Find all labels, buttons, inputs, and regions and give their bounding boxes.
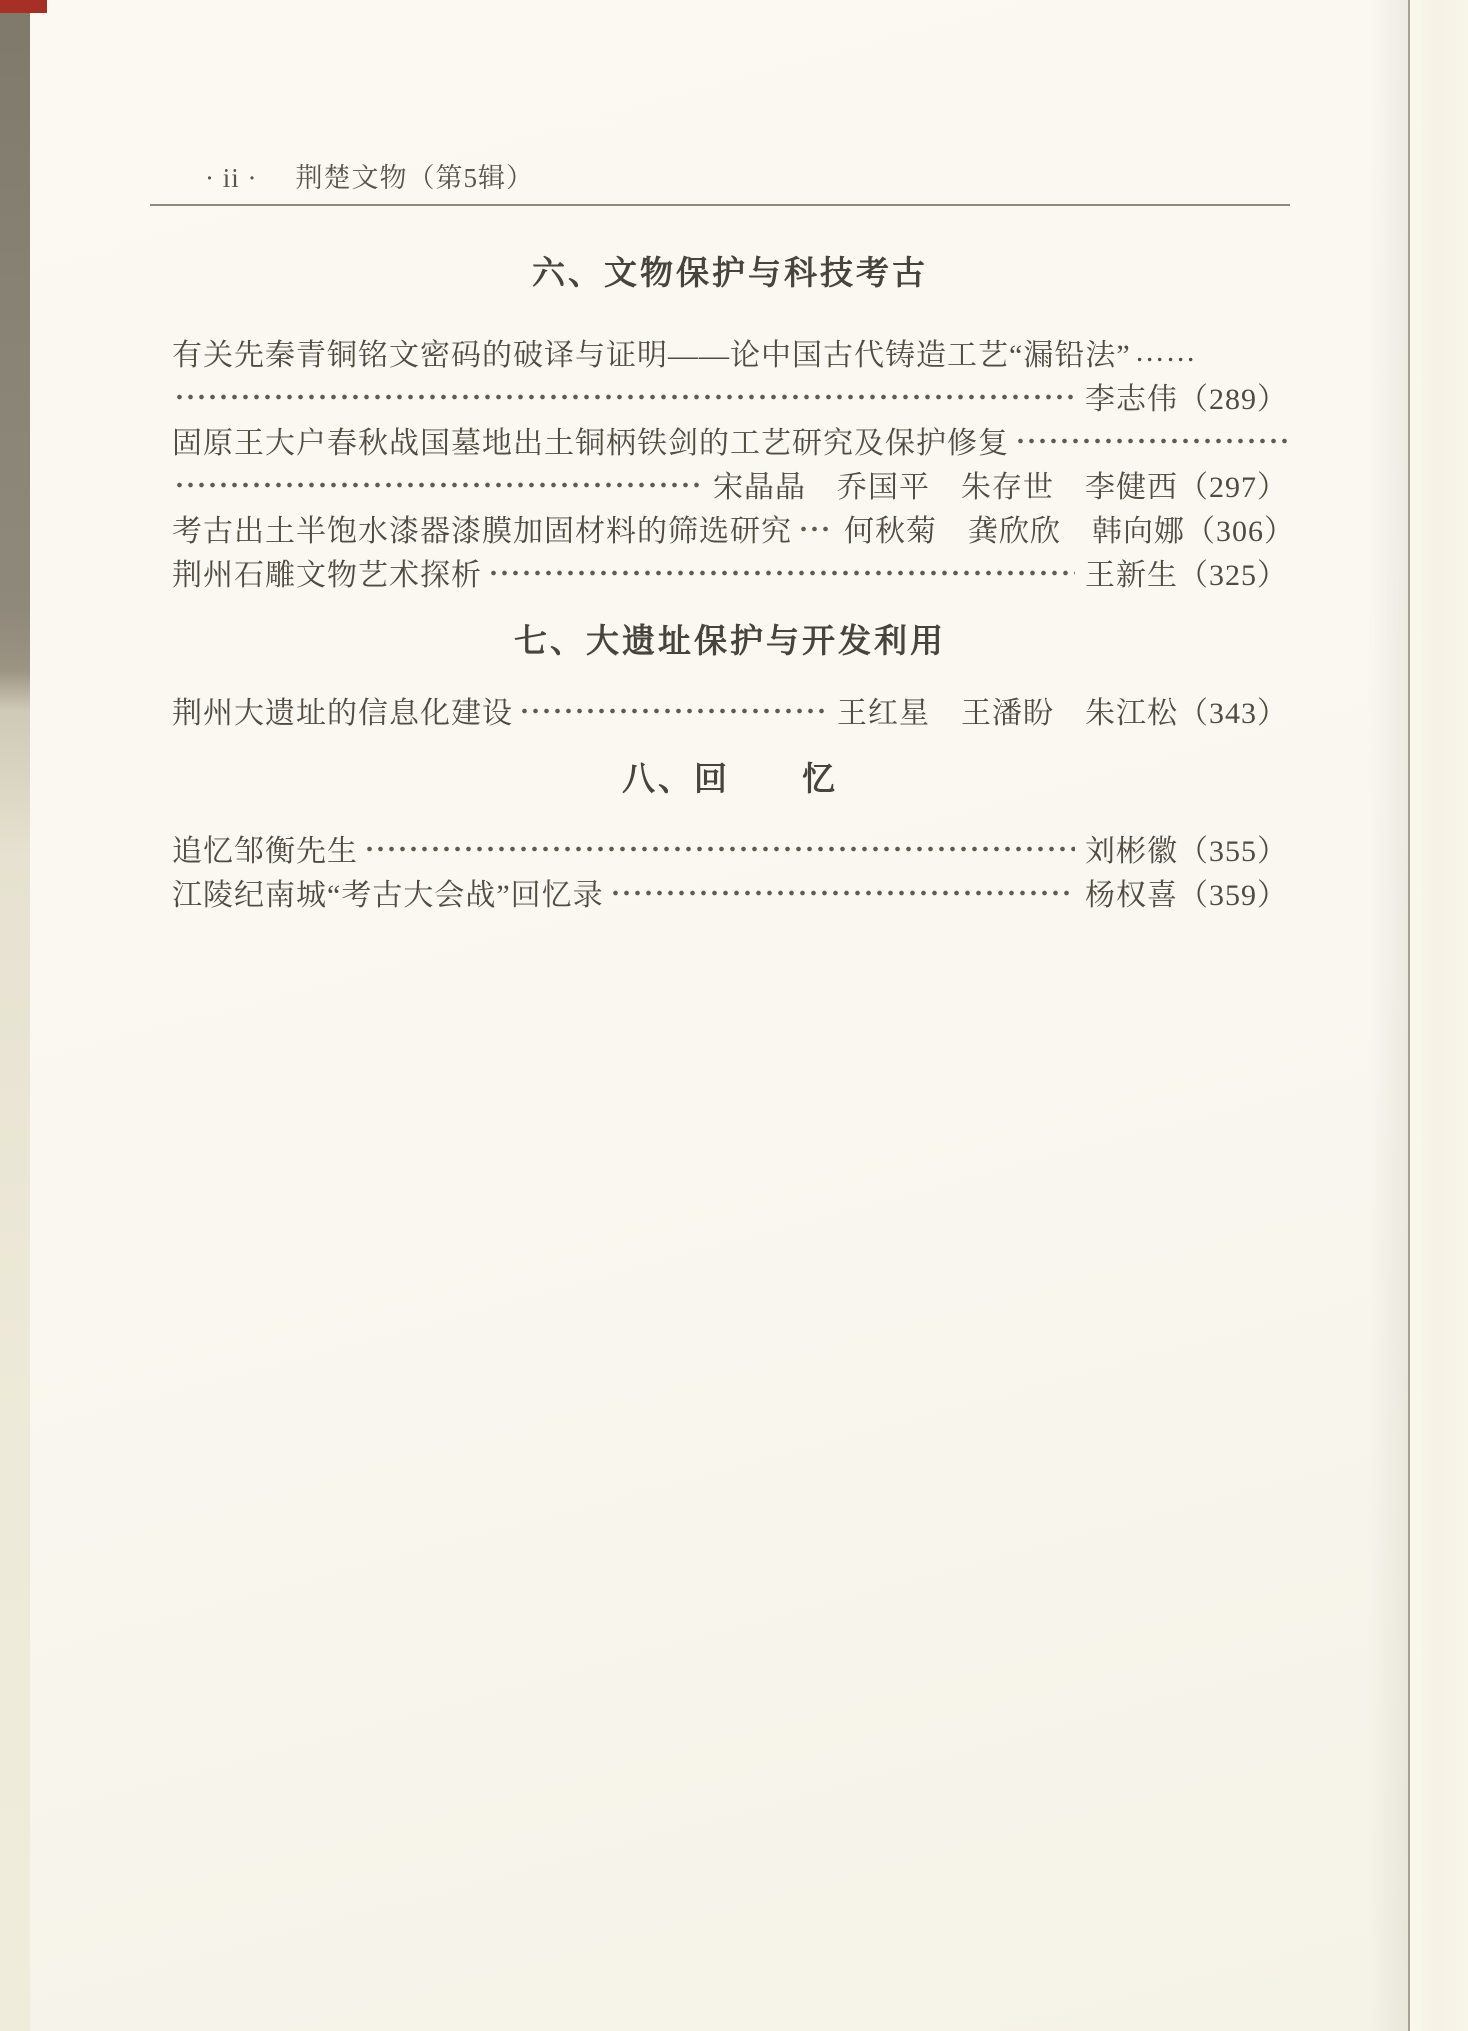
toc-entry-line bbox=[172, 418, 1288, 462]
entry-authors: 何秋菊 龚欣欣 韩向娜 bbox=[844, 515, 1185, 548]
page-edge-margin bbox=[1410, 0, 1468, 2031]
book-spine-shadow bbox=[0, 0, 30, 2031]
page-edge-shadow bbox=[1368, 0, 1408, 2031]
entry-authors: 宋晶晶 乔国平 朱存世 李健西 bbox=[713, 471, 1178, 504]
entry-title: 有关先秦青铜铭文密码的破译与证明——论中国古代铸造工艺“漏铅法” bbox=[172, 339, 1131, 372]
entry-page-number: （355） bbox=[1178, 835, 1288, 868]
toc-entry-line bbox=[172, 826, 1288, 870]
entry-authors: 杨权喜 bbox=[1085, 879, 1178, 912]
page-edge-line bbox=[1408, 0, 1410, 2031]
entry-page-number: （289） bbox=[1178, 383, 1288, 416]
scan-corner-mark bbox=[0, 0, 47, 13]
page-number-folio: · ii · bbox=[205, 163, 258, 193]
dot-leader bbox=[519, 708, 827, 714]
entry-page-number: （306） bbox=[1185, 515, 1295, 548]
dot-leader bbox=[174, 394, 1075, 400]
dot-leader bbox=[1015, 438, 1288, 444]
entry-title: 荆州大遗址的信息化建设 bbox=[172, 697, 513, 730]
entry-authors: 李志伟 bbox=[1085, 383, 1178, 416]
section-heading: 七、大遗址保护与开发利用 bbox=[514, 621, 946, 660]
header-rule bbox=[150, 204, 1290, 206]
entry-trailing-dots: …… bbox=[1134, 335, 1197, 368]
dot-leader bbox=[488, 570, 1075, 576]
entry-page-number: （343） bbox=[1178, 697, 1288, 730]
toc-entry-line bbox=[172, 506, 1295, 550]
entry-page-number: （359） bbox=[1178, 879, 1288, 912]
toc-entry-line bbox=[172, 870, 1288, 914]
entry-title: 荆州石雕文物艺术探析 bbox=[172, 559, 482, 592]
entry-authors: 王新生 bbox=[1085, 559, 1178, 592]
toc-entry-line bbox=[172, 462, 1288, 506]
dot-leader bbox=[174, 482, 703, 488]
section-heading: 八、回 忆 bbox=[622, 759, 838, 798]
entry-title: 固原王大户春秋战国墓地出土铜柄铁剑的工艺研究及保护修复 bbox=[172, 427, 1009, 460]
toc-entry-line bbox=[172, 550, 1288, 594]
toc-entry-line bbox=[172, 688, 1288, 732]
entry-page-number: （297） bbox=[1178, 471, 1288, 504]
entry-page-number: （325） bbox=[1178, 559, 1288, 592]
toc-entry-line bbox=[172, 330, 1288, 374]
entry-title: 考古出土半饱水漆器漆膜加固材料的筛选研究 bbox=[172, 515, 792, 548]
dot-leader bbox=[798, 526, 834, 532]
dot-leader bbox=[364, 846, 1075, 852]
section-heading: 六、文物保护与科技考古 bbox=[532, 253, 928, 292]
book-title: 荆楚文物（第5辑） bbox=[295, 163, 534, 193]
running-header bbox=[205, 156, 1288, 195]
entry-title: 追忆邹衡先生 bbox=[172, 835, 358, 868]
toc-entry-line bbox=[172, 374, 1288, 418]
entry-authors: 刘彬徽 bbox=[1085, 835, 1178, 868]
entry-authors: 王红星 王潘盼 朱江松 bbox=[837, 697, 1178, 730]
entry-title: 江陵纪南城“考古大会战”回忆录 bbox=[172, 879, 604, 912]
dot-leader bbox=[610, 890, 1075, 896]
toc bbox=[172, 251, 1295, 914]
